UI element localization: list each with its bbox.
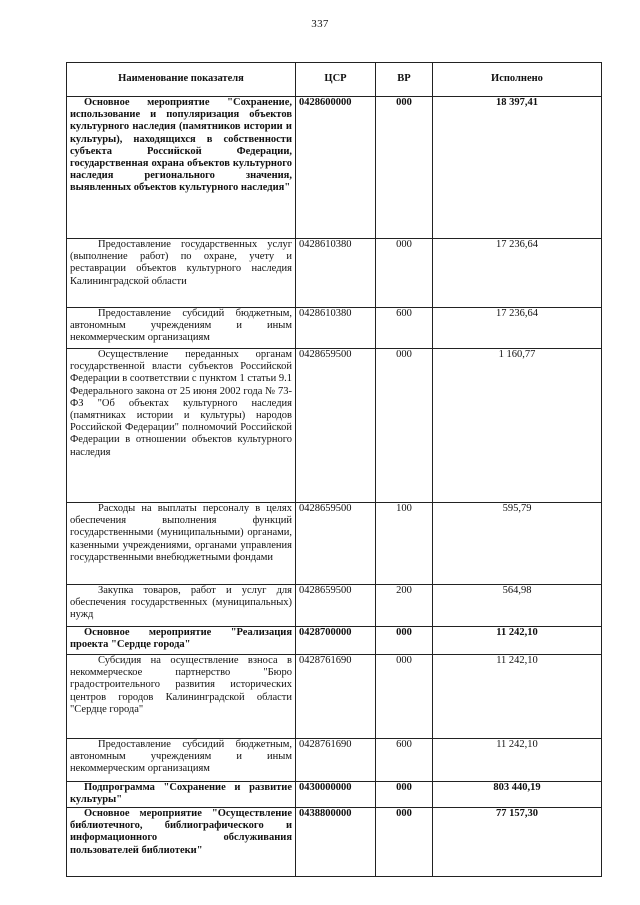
row-amount: 18 397,41 xyxy=(433,97,602,239)
row-amount: 11 242,10 xyxy=(433,655,602,739)
row-vr: 000 xyxy=(376,808,433,877)
row-name: Осуществление переданных органам государственной власти субъектов Российской Федерации в соответствии с пунктом 1 статьи 9.1 Федерального закона от 25 июня 2002 года № 73-ФЗ "Об объектах культурного наследия (памятниках истории и культуры) народов Российской Федерации" полномочий Российской Федерации в отношении объектов культурного наследия xyxy=(67,349,296,503)
table-row xyxy=(67,808,602,877)
row-name: Основное мероприятие "Реализация проекта "Сердце города" xyxy=(67,627,296,655)
row-csr: 0438800000 xyxy=(296,808,376,877)
table-row xyxy=(67,349,602,503)
row-vr: 000 xyxy=(376,627,433,655)
row-csr: 0428659500 xyxy=(296,585,376,627)
table-header-row xyxy=(67,63,602,97)
row-name: Предоставление государственных услуг (выполнение работ) по охране, учету и реставрации объектов культурного наследия Калининградской области xyxy=(67,239,296,308)
row-vr: 000 xyxy=(376,239,433,308)
row-vr: 600 xyxy=(376,739,433,782)
row-amount: 77 157,30 xyxy=(433,808,602,877)
table-row xyxy=(67,585,602,627)
row-amount: 803 440,19 xyxy=(433,782,602,808)
row-vr: 200 xyxy=(376,585,433,627)
row-name: Закупка товаров, работ и услуг для обеспечения государственных (муниципальных) нужд xyxy=(67,585,296,627)
row-amount: 564,98 xyxy=(433,585,602,627)
row-name: Субсидия на осуществление взноса в некоммерческое партнерство "Бюро градостроительного развития исторических центров городов Калининградской области "Сердце города" xyxy=(67,655,296,739)
row-csr: 0428761690 xyxy=(296,739,376,782)
row-amount: 11 242,10 xyxy=(433,739,602,782)
table-row xyxy=(67,97,602,239)
row-vr: 000 xyxy=(376,782,433,808)
row-amount: 595,79 xyxy=(433,503,602,585)
row-csr: 0428610380 xyxy=(296,239,376,308)
page-number: 337 xyxy=(311,18,329,30)
row-csr: 0428659500 xyxy=(296,349,376,503)
row-vr: 000 xyxy=(376,97,433,239)
row-name: Подпрограмма "Сохранение и развитие культуры" xyxy=(67,782,296,808)
table-row xyxy=(67,627,602,655)
table-row xyxy=(67,503,602,585)
row-vr: 100 xyxy=(376,503,433,585)
table-row xyxy=(67,308,602,349)
row-csr: 0428659500 xyxy=(296,503,376,585)
row-csr: 0428700000 xyxy=(296,627,376,655)
row-name: Основное мероприятие "Сохранение, использование и популяризация объектов культурного наследия (памятников истории и культуры), находящихся в собственности субъекта Российской Федерации, государственная охрана объектов культурного наследия регионального значения, выявленных объектов культурного наследия" xyxy=(67,97,296,239)
row-name: Предоставление субсидий бюджетным, автономным учреждениям и иным некоммерческим организациям xyxy=(67,739,296,782)
table-row xyxy=(67,239,602,308)
row-amount: 17 236,64 xyxy=(433,308,602,349)
row-name: Расходы на выплаты персоналу в целях обеспечения выполнения функций государственными (муниципальными) органами, казенными учреждениями, органами управления государственными внебюджетными фондами xyxy=(67,503,296,585)
table-row xyxy=(67,655,602,739)
row-vr: 000 xyxy=(376,655,433,739)
header-csr: ЦСР xyxy=(296,63,376,97)
header-vr: ВР xyxy=(376,63,433,97)
row-csr: 0428600000 xyxy=(296,97,376,239)
row-csr: 0428761690 xyxy=(296,655,376,739)
table-row xyxy=(67,739,602,782)
row-vr: 000 xyxy=(376,349,433,503)
header-name: Наименование показателя xyxy=(67,63,296,97)
row-csr: 0430000000 xyxy=(296,782,376,808)
header-amount: Исполнено xyxy=(433,63,602,97)
row-csr: 0428610380 xyxy=(296,308,376,349)
row-name: Предоставление субсидий бюджетным, автономным учреждениям и иным некоммерческим организациям xyxy=(67,308,296,349)
row-amount: 11 242,10 xyxy=(433,627,602,655)
row-name: Основное мероприятие "Осуществление библиотечного, библиографического и информационного обслуживания пользователей библиотеки" xyxy=(67,808,296,877)
row-vr: 600 xyxy=(376,308,433,349)
row-amount: 17 236,64 xyxy=(433,239,602,308)
budget-table xyxy=(66,62,602,877)
table-row xyxy=(67,782,602,808)
row-amount: 1 160,77 xyxy=(433,349,602,503)
